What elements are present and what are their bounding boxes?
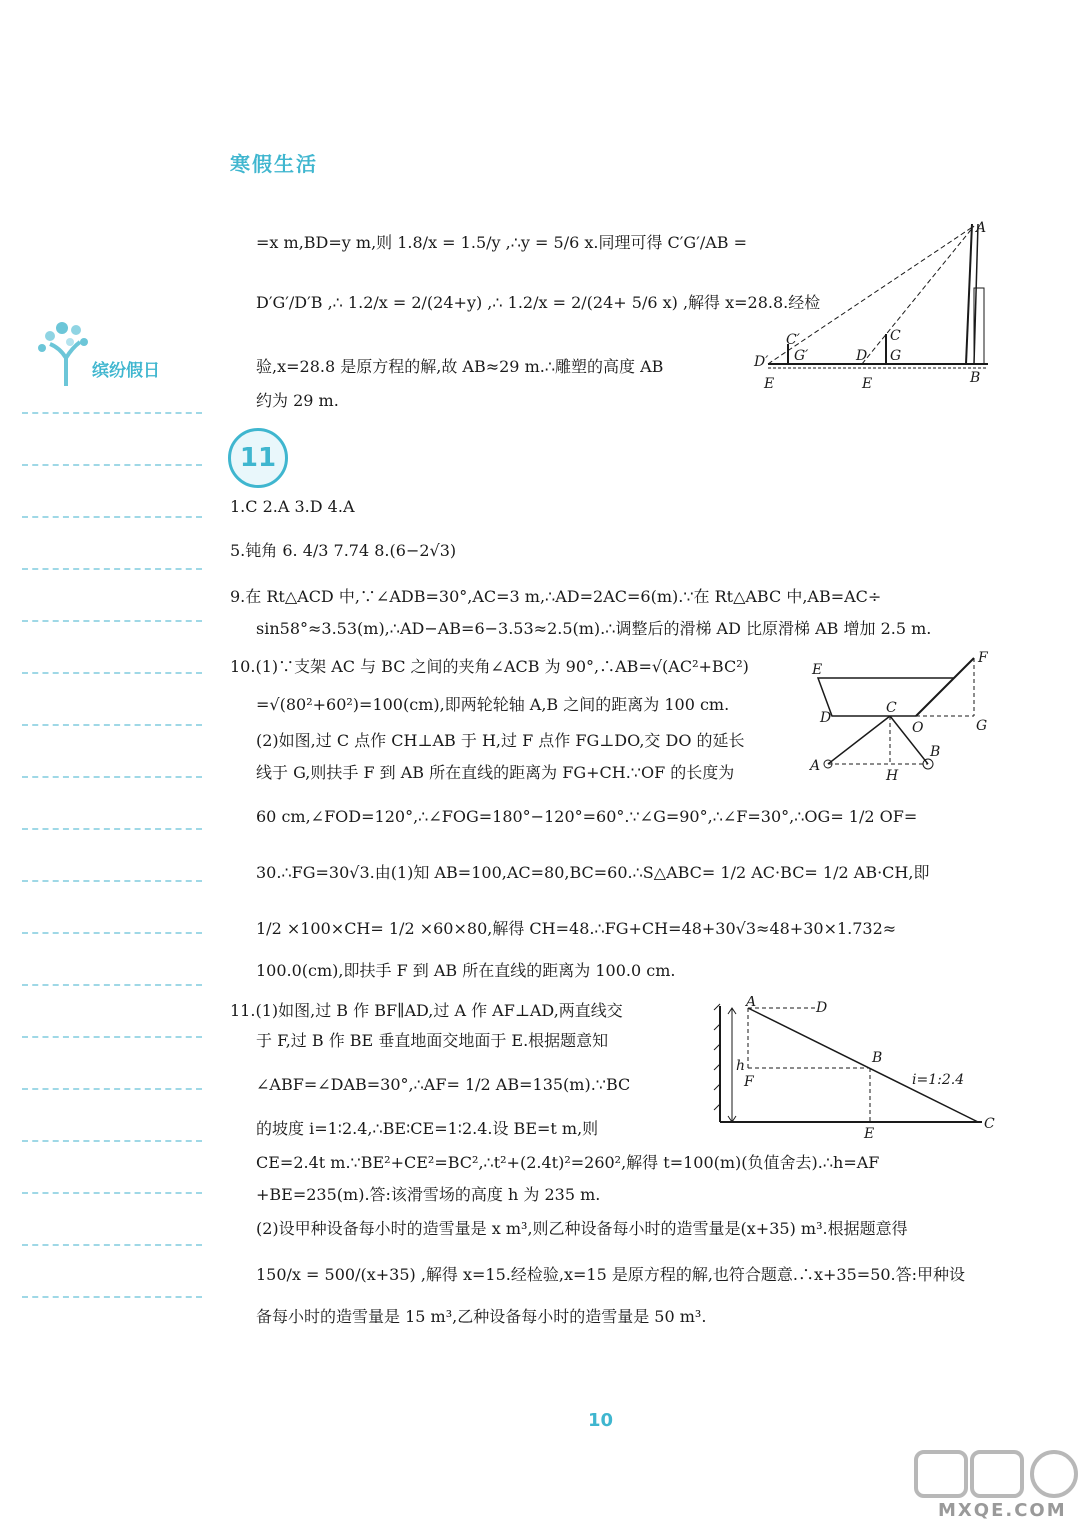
q11-line-1: 11.(1)如图,过 B 作 BF∥AD,过 A 作 AF⊥AD,两直线交 xyxy=(230,1001,623,1020)
q10-line-5: 60 cm,∠FOD=120°,∴∠FOG=180°−120°=60°.∵∠G=90°,∴∠F=30°,∴OG= 1/2 OF= xyxy=(256,807,918,826)
q11-line-8: 150/x = 500/(x+35) ,解得 x=15.经检验,x=15 是原方程的解,也符合题意.∴x+35=50.答:甲种设 xyxy=(256,1265,966,1284)
note-lines xyxy=(22,412,202,1348)
page-number: 10 xyxy=(588,1410,614,1431)
fig2-label-e: E xyxy=(812,662,823,678)
fig1-label-b: B xyxy=(970,370,981,386)
q11-line-6: +BE=235(m).答:该滑雪场的高度 h 为 235 m. xyxy=(256,1185,601,1204)
fig1-label-a: A xyxy=(976,220,987,236)
q10-line-6: 30.∴FG=30√3.由(1)知 AB=100,AC=80,BC=60.∴S△ABC= 1/2 AC·BC= 1/2 AB·CH,即 xyxy=(256,863,930,882)
q10-line-3: (2)如图,过 C 点作 CH⊥AB 于 H,过 F 点作 FG⊥DO,交 DO 的延长 xyxy=(256,731,745,750)
fig3-label-h: h xyxy=(736,1058,746,1074)
prev-line-3: 验,x=28.8 是原方程的解,故 AB≈29 m.∴雕塑的高度 AB xyxy=(256,357,664,376)
q10-line-4: 线于 G,则扶手 F 到 AB 所在直线的距离为 FG+CH.∵OF 的长度为 xyxy=(256,763,735,782)
fig1-label-g-prime: G′ xyxy=(794,348,809,364)
fig2-label-c: C xyxy=(886,700,897,716)
ski-slope-figure xyxy=(706,996,998,1142)
fig1-label-d-prime: D′ xyxy=(754,354,769,370)
fig2-label-g: G xyxy=(976,718,988,734)
answers-row-1: 1.C 2.A 3.D 4.A xyxy=(230,497,355,516)
fig3-label-d: D xyxy=(816,1000,828,1016)
fig1-label-e: E xyxy=(862,376,873,392)
fig1-label-e-left: E xyxy=(764,376,775,392)
q11-line-9: 备每小时的造雪量是 15 m³,乙种设备每小时的造雪量是 50 m³. xyxy=(256,1307,707,1326)
fig2-label-a: A xyxy=(810,758,821,774)
q10-line-8: 100.0(cm),即扶手 F 到 AB 所在直线的距离为 100.0 cm. xyxy=(256,961,676,980)
fig3-label-f: F xyxy=(744,1074,754,1090)
q11-line-5: CE=2.4t m.∵BE²+CE²=BC²,∴t²+(2.4t)²=260²,解得 t=100(m)(负值舍去).∴h=AF xyxy=(256,1153,880,1172)
wheelchair-figure xyxy=(808,648,998,784)
prev-line-1: =x m,BD=y m,则 1.8/x = 1.5/y ,∴y = 5/6 x.同理可得 C′G′/AB = xyxy=(256,233,748,252)
fig3-label-c: C xyxy=(984,1116,995,1132)
watermark-text: MXQE.COM xyxy=(938,1500,1067,1521)
q11-line-2: 于 F,过 B 作 BE 垂直地面交地面于 E.根据题意知 xyxy=(256,1031,609,1050)
q10-line-1: 10.(1)∵支架 AC 与 BC 之间的夹角∠ACB 为 90°,∴AB=√(AC²+BC²) xyxy=(230,657,749,676)
fig1-label-d: D xyxy=(856,348,868,364)
sidebar-logo-text: 缤纷假日 xyxy=(92,361,160,381)
fig2-label-b: B xyxy=(930,744,941,760)
fig1-label-g: G xyxy=(890,348,902,364)
fig3-label-e: E xyxy=(864,1126,875,1142)
fig3-label-slope: i=1:2.4 xyxy=(912,1072,965,1088)
q11-line-4: 的坡度 i=1∶2.4,∴BE∶CE=1∶2.4.设 BE=t m,则 xyxy=(256,1119,599,1138)
fig3-label-a: A xyxy=(746,996,757,1010)
fig1-label-c-prime: C′ xyxy=(786,332,800,348)
q11-line-7: (2)设甲种设备每小时的造雪量是 x m³,则乙种设备每小时的造雪量是(x+35) m³.根据题意得 xyxy=(256,1219,908,1238)
prev-line-2: D′G′/D′B ,∴ 1.2/x = 2/(24+y) ,∴ 1.2/x = 2/(24+ 5/6 x) ,解得 x=28.8.经检 xyxy=(256,293,821,312)
q9-line-2: sin58°≈3.53(m),∴AD−AB=6−3.53≈2.5(m).∴调整后的滑梯 AD 比原滑梯 AB 增加 2.5 m. xyxy=(256,619,932,638)
q10-line-2: =√(80²+60²)=100(cm),即两轮轮轴 A,B 之间的距离为 100 cm. xyxy=(256,695,730,714)
statue-figure xyxy=(752,218,1002,398)
fig2-label-f: F xyxy=(978,650,988,666)
answers-row-2: 5.钝角 6. 4/3 7.74 8.(6−2√3) xyxy=(230,541,457,560)
q10-line-7: 1/2 ×100×CH= 1/2 ×60×80,解得 CH=48.∴FG+CH=48+30√3≈48+30×1.732≈ xyxy=(256,919,897,938)
fig2-label-o: O xyxy=(912,720,924,736)
fig3-label-b: B xyxy=(872,1050,883,1066)
section-badge: 11 xyxy=(228,428,288,488)
fig2-label-d: D xyxy=(820,710,832,726)
prev-line-4: 约为 29 m. xyxy=(256,391,339,410)
header-title: 寒假生活 xyxy=(230,152,318,176)
q11-line-3: ∠ABF=∠DAB=30°,∴AF= 1/2 AB=135(m).∵BC xyxy=(256,1075,631,1094)
fig1-label-c: C xyxy=(890,328,901,344)
q9-line-1: 9.在 Rt△ACD 中,∵∠ADB=30°,AC=3 m,∴AD=2AC=6(m).∵在 Rt△ABC 中,AB=AC÷ xyxy=(230,587,882,606)
fig2-label-h: H xyxy=(886,768,899,784)
